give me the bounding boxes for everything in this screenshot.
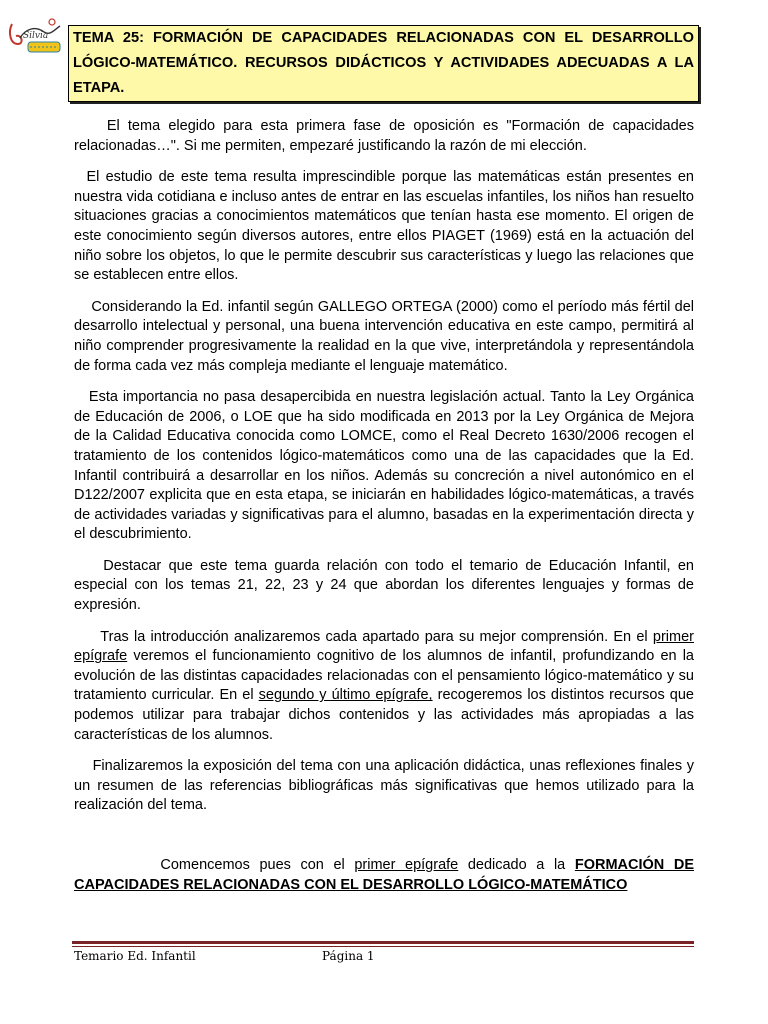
paragraph-1 — [74, 117, 694, 156]
paragraph-6 — [74, 628, 694, 746]
closing-text-a: Comencemos pues con el — [160, 857, 355, 873]
footer-doc-title: Temario Ed. Infantil — [74, 949, 196, 963]
paragraph-6-text-c: recogeremos los distintos recursos que podemos utilizar para trabajar dichos contenidos y las actividades más apropiadas a las características de los alumnos. — [74, 687, 694, 743]
first-section-reference: primer epígrafe — [74, 628, 694, 665]
paragraph-6-text-b: veremos el funcionamiento cognitivo de los alumnos de infantil, profundizando en la evolución de las distintas capacidades relacionadas con el pensamiento lógico-matemático y su tratamiento curricular. En el — [74, 648, 694, 704]
signature-logo-icon — [6, 14, 64, 62]
topic-title: TEMA 25: FORMACIÓN DE CAPACIDADES RELACIONADAS CON EL DESARROLLO LÓGICO-MATEMÁTICO. RECURSOS DIDÁCTICOS Y ACTIVIDADES ADECUADAS A LA ETAPA. — [68, 25, 699, 102]
paragraph-6-text-a: Tras la introducción analizaremos cada apartado para su mejor comprensión. En el — [100, 628, 653, 645]
closing-heading: FORMACIÓN DE CAPACIDADES RELACIONADAS CON EL DESARROLLO LÓGICO-MATEMÁTICO — [74, 857, 694, 893]
second-section-reference: segundo y último epígrafe, — [258, 687, 433, 704]
paragraph-3-text: Considerando la Ed. infantil según GALLEGO ORTEGA (2000) como el período más fértil del desarrollo intelectual y personal, una buena intervención educativa en este campo, permitirá al niño comprender progresivamente la realidad en la que vive, interpretándola y representándola de forma cada vez más compleja mediante el lenguaje matemático. — [74, 298, 694, 374]
paragraph-3 — [74, 298, 694, 376]
closing-section-reference: primer epígrafe — [354, 857, 459, 873]
svg-text:Silvia: Silvia — [23, 31, 49, 41]
paragraph-2 — [74, 168, 694, 286]
footer-rule — [72, 941, 694, 948]
paragraph-4-text: Esta importancia no pasa desapercibida en nuestra legislación actual. Tanto la Ley Orgánica de Educación de 2006, o LOE que ha sido modificada en 2013 por la Ley Orgánica de Mejora de la Calidad Educativa conocida como LOMCE, como el Real Decreto 1630/2006 recogen el tratamiento de los contenidos lógico-matemáticos como una de las capacidades que la Ed. Infantil contribuirá a desarrollar en los niños. Además su concreción a nivel autonómico en el D122/2007 explicita que en esta etapa, se iniciarán en habilidades lógico-matemáticas, a través de actividades variadas y significativas para el alumno, basadas en la experimentación directa y el descubrimiento. — [74, 389, 695, 543]
closing-paragraph — [74, 856, 694, 895]
document-body — [74, 117, 694, 907]
closing-text-b: dedicado a la — [458, 857, 575, 873]
footer-page-number: Página 1 — [322, 949, 375, 963]
paragraph-5 — [74, 557, 694, 616]
paragraph-7 — [74, 757, 694, 816]
paragraph-5-text: Destacar que este tema guarda relación con todo el temario de Educación Infantil, en especial con los temas 21, 22, 23 y 24 que abordan los diferentes lenguajes y formas de expresión. — [74, 557, 694, 614]
paragraph-4 — [74, 388, 694, 545]
paragraph-7-text: Finalizaremos la exposición del tema con una aplicación didáctica, unas reflexiones finales y un resumen de las referencias bibliográficas más significativas que hemos utilizado para la realización del tema. — [74, 758, 694, 814]
paragraph-1-text: El tema elegido para esta primera fase de oposición es "Formación de capacidades relacionadas…". Si me permiten, empezaré justificando la razón de mi elección. — [74, 118, 694, 154]
paragraph-2-text: El estudio de este tema resulta imprescindible porque las matemáticas están presentes en nuestra vida cotidiana e incluso antes de entrar en las escuelas infantiles, los niños han resuelto situaciones gracias a conocimientos matemáticos que tenían hasta ese momento. El origen de este conocimiento según diversos autores, entre ellos PIAGET (1969) está en la actuación del niño sobre los objetos, lo que le permite descubrir sus características y luego las relaciones que se establecen entre ellos. — [74, 169, 694, 284]
footer-rule-thin — [72, 946, 694, 947]
footer-rule-thick — [72, 941, 694, 944]
